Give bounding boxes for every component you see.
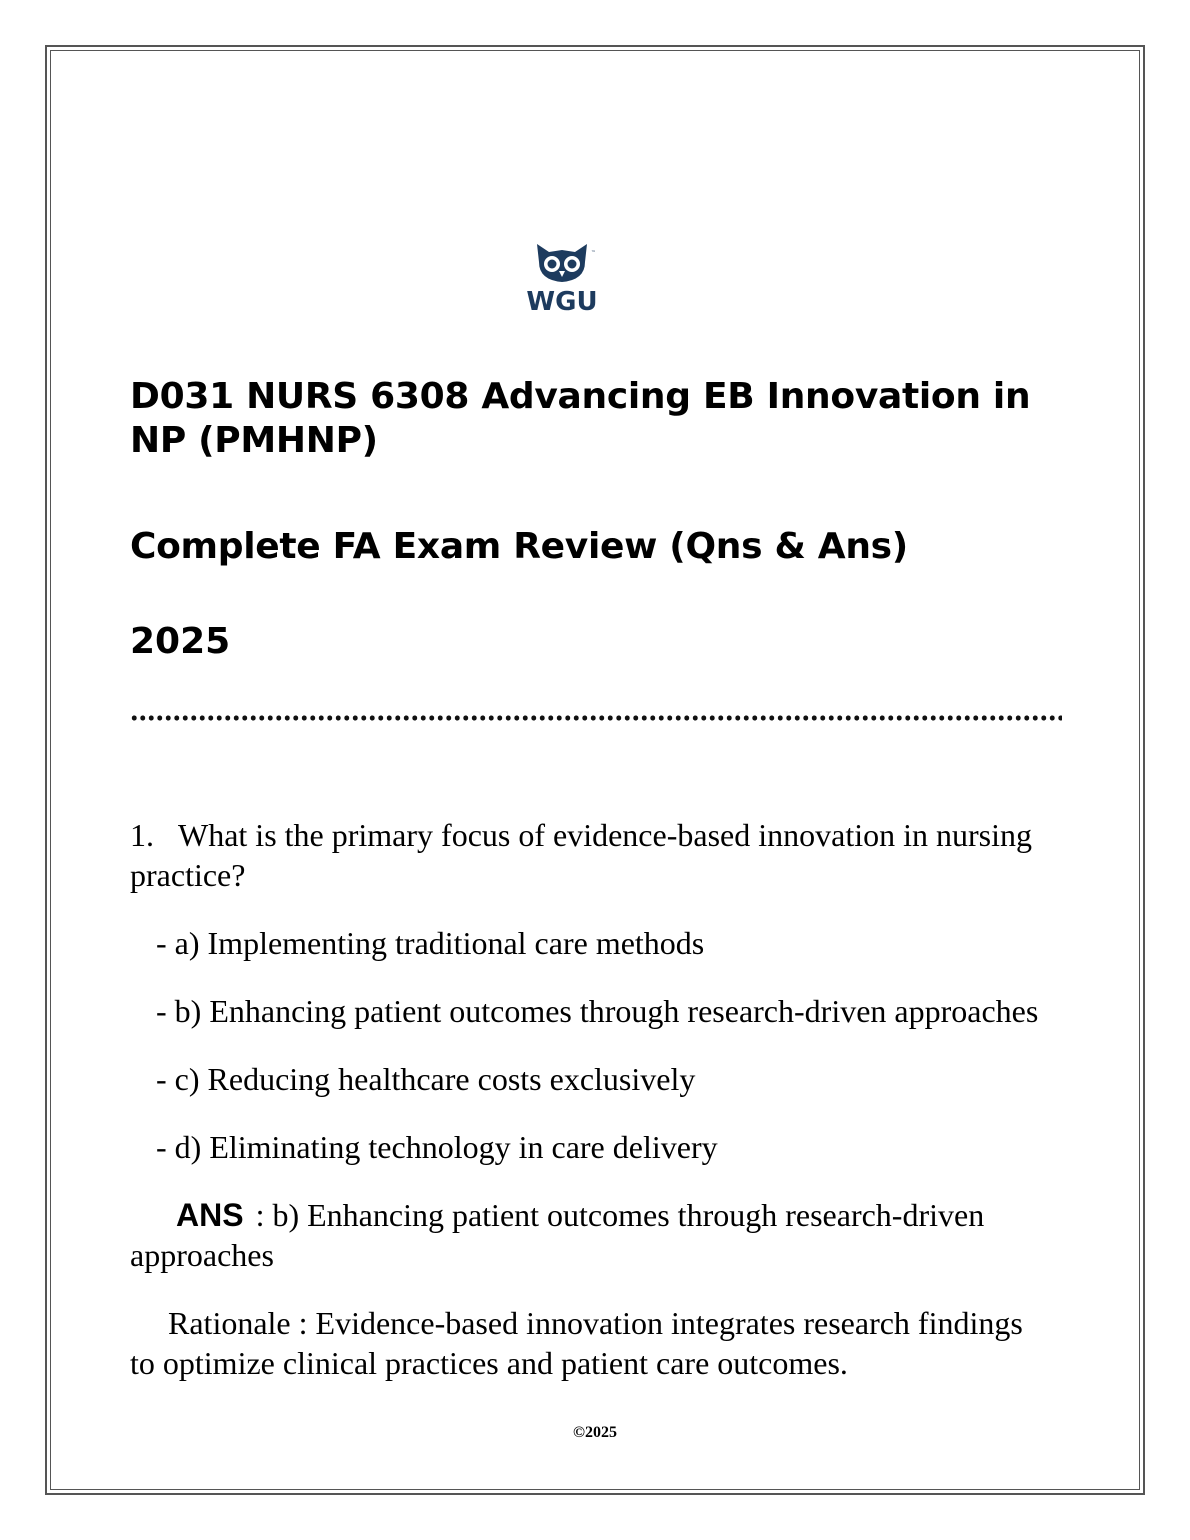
option-a: - a) Implementing traditional care methods: [156, 925, 705, 961]
wgu-logo: [515, 240, 610, 320]
question-text: [130, 815, 1050, 895]
answer-label: ANS: [176, 1197, 244, 1233]
owl-icon: [515, 240, 610, 320]
svg-text:WGU: WGU: [526, 287, 598, 317]
answer-text: : b) Enhancing patient outcomes through research-driven approaches: [130, 1197, 985, 1273]
option-d: - d) Eliminating technology in care delivery: [156, 1129, 718, 1165]
option-c: - c) Reducing healthcare costs exclusively: [156, 1061, 696, 1097]
document-title: D031 NURS 6308 Advancing EB Innovation in NP (PMHNP): [130, 376, 1031, 461]
rationale: Rationale : Evidence-based innovation integrates research findings to optimize clinical practices and patient care outcomes.: [130, 1305, 1023, 1381]
copyright-footer: ©2025: [573, 1424, 617, 1441]
option-b: - b) Enhancing patient outcomes through research-driven approaches: [156, 993, 1039, 1029]
answer: [130, 1195, 1050, 1275]
title-block: [130, 375, 1090, 662]
question-number: 1.: [130, 817, 154, 853]
question-body: What is the primary focus of evidence-based innovation in nursing practice?: [130, 817, 1032, 893]
svg-text:™: ™: [591, 250, 596, 256]
document-year: 2025: [130, 621, 231, 662]
dotted-divider: [130, 714, 1062, 722]
question-block: [130, 815, 1050, 1383]
document-subtitle: Complete FA Exam Review (Qns & Ans): [130, 526, 908, 567]
